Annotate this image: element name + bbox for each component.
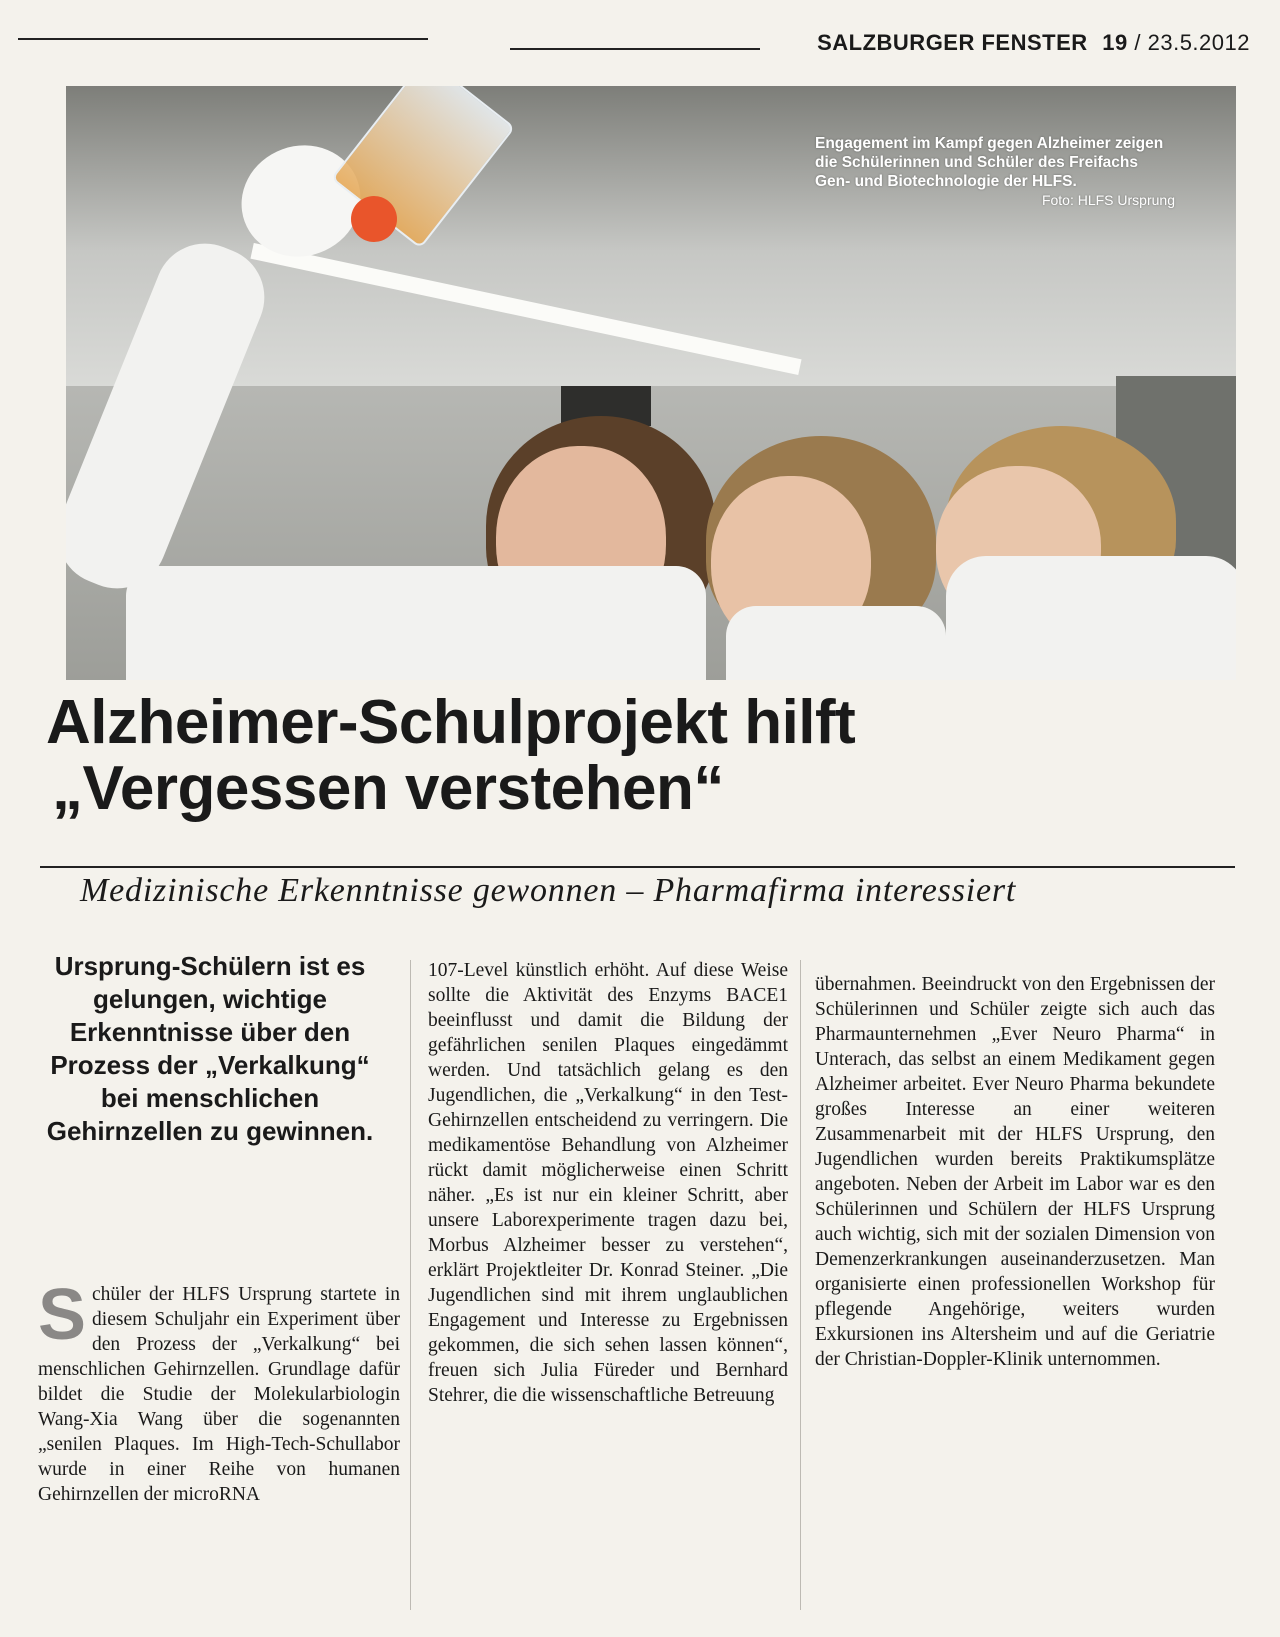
page-number: 19 — [1102, 30, 1128, 55]
headline-line-2: „Vergessen verstehen“ — [52, 754, 724, 823]
photo-credit: Foto: HLFS Ursprung — [1041, 192, 1175, 208]
photo-red-cap — [351, 196, 397, 242]
headline-rule — [40, 866, 1235, 868]
article-column-1 — [38, 1275, 400, 1507]
photo-lab-coat-1 — [126, 566, 706, 680]
top-rule-left — [18, 38, 428, 40]
photo-lab-coat-3 — [946, 556, 1236, 680]
column-1-text: chüler der HLFS Ursprung startete in diesem Schuljahr ein Experiment über den Prozess der „Verkalkung“ bei menschlichen Gehirnzellen. Grundlage dafür bildet die Studie der Molekularbiologin Wang-Xia Wang über die sogenannten „senilen Plaques. Im High-Tech-Schullabor wurde in einer Reihe von humanen Gehirnzellen der microRNA — [38, 1284, 400, 1505]
article-column-3: übernahmen. Beeindruckt von den Ergebnissen der Schülerinnen und Schüler zeigte sich auch das Pharmaunternehmen „Ever Neuro Pharma“ in Unterach, das selbst an einem Medikament gegen Alzheimer arbeitet. Ever Neuro Pharma bekundete großes Interesse an einer weiteren Zusammenarbeit mit der HLFS Ursprung, den Jugendlichen wurden bereits Praktikumsplätze angeboten. Neben der Arbeit im Labor war es den Schülerinnen und Schülern der HLFS Ursprung auch wichtig, sich mit der sozialen Dimension von Demenzerkrankungen auseinanderzusetzen. Man organisierte einen professionellen Workshop für pflegende Angehörige, weiters wurden Exkursionen ins Altersheim und auf die Geriatrie der Christian-Doppler-Klinik unternommen. — [815, 974, 1215, 1370]
column-separator-1 — [410, 960, 411, 1610]
article-column-2: 107-Level künstlich erhöht. Auf diese Weise sollte die Aktivität des Enzyms BACE1 beeinflusst und damit die Bildung der gefährlichen senilen Plaques eingedämmt werden. Und tatsächlich gelang es den Jugendlichen, die „Verkalkung“ in den Test-Gehirnzellen entscheidend zu verringern. Die medikamentöse Behandlung von Alzheimer rückt damit möglicherweise einen Schritt näher. „Es ist nur ein kleiner Schritt, aber unsere Laborexperimente tragen dazu bei, Morbus Alzheimer besser zu verstehen“, erklärt Projektleiter Dr. Konrad Steiner. „Die Jugendlichen sind mit ihrem unglaublichen Engagement und Interesse zu Ergebnissen gekommen, die sich sehen lassen können“, freuen sich Julia Füreder und Bernhard Stehrer, die die wissenschaftliche Betreuung — [428, 960, 788, 1406]
headline-line-1: Alzheimer-Schulprojekt hilft — [46, 688, 856, 757]
photo-lab-coat-2 — [726, 606, 946, 680]
photo-caption-text: Engagement im Kampf gegen Alzheimer zeigen die Schülerinnen und Schüler des Freifachs Gen- und Biotechnologie der HLFS. — [815, 135, 1164, 190]
article-headline — [46, 690, 1226, 822]
top-rule-right — [510, 48, 760, 50]
photo-caption — [815, 134, 1175, 210]
article-lead: Ursprung-Schülern ist es gelungen, wichtige Erkenntnisse über den Prozess der „Verkalkung“ bei menschlichen Gehirnzellen zu gewinnen. — [46, 951, 374, 1146]
issue-date: / 23.5.2012 — [1134, 30, 1250, 55]
article-subhead: Medizinische Erkenntnisse gewonnen – Pharmafirma interessiert — [80, 872, 1017, 909]
column-separator-2 — [800, 960, 801, 1610]
drop-cap: S — [38, 1275, 87, 1355]
masthead — [817, 30, 1250, 56]
publication-name: SALZBURGER FENSTER — [817, 30, 1088, 55]
